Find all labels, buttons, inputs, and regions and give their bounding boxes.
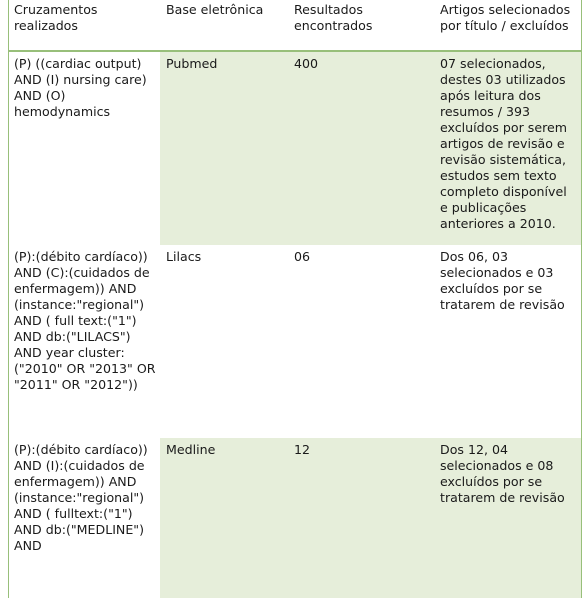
cell-selected: 07 selecionados, destes 03 utilizados após leitura dos resumos / 393 excluídos por serem artigos de revisão e revisão sistemática, estudos sem texto completo disponível e publicações anteriores a 2010. [434,52,582,245]
header-selected: Artigos selecionados por título / excluídos [440,2,571,33]
search-results-table [8,0,582,598]
cell-results: 12 [288,438,434,598]
header-queries: Cruzamentos realizados [14,2,98,33]
table-left-border [8,0,9,598]
cell-query: (P):(débito cardíaco)) AND (I):(cuidados de enfermagem)) AND (instance:"regional") AND ( fulltext:("1") AND db:("MEDLINE") AND [14,442,148,553]
table-row [8,438,582,598]
cell-query: (P) ((cardiac output) AND (I) nursing care) AND (O) hemodynamics [14,56,147,119]
cell-database: Lilacs [166,249,202,264]
cell-query: (P):(débito cardíaco)) AND (C):(cuidados de enfermagem)) AND (instance:"regional") AND ( full text:("1") AND db:("LILACS") AND year cluster:("2010" OR "2013" OR "2011" OR "2012")) [14,249,156,392]
cell-results: 400 [288,52,434,245]
table-header-row [8,0,582,52]
header-database: Base eletrônica [166,2,264,17]
table-right-border [581,0,582,598]
cell-selected: Dos 12, 04 selecionados e 08 excluídos por se tratarem de revisão [434,438,582,598]
cell-selected: Dos 06, 03 selecionados e 03 excluídos por se tratarem de revisão [440,249,565,312]
header-results: Resultados encontrados [294,2,373,33]
table-row [8,245,582,438]
cell-database: Pubmed [160,52,288,245]
table-row [8,52,582,245]
cell-database: Medline [160,438,288,598]
cell-results: 06 [294,249,311,264]
